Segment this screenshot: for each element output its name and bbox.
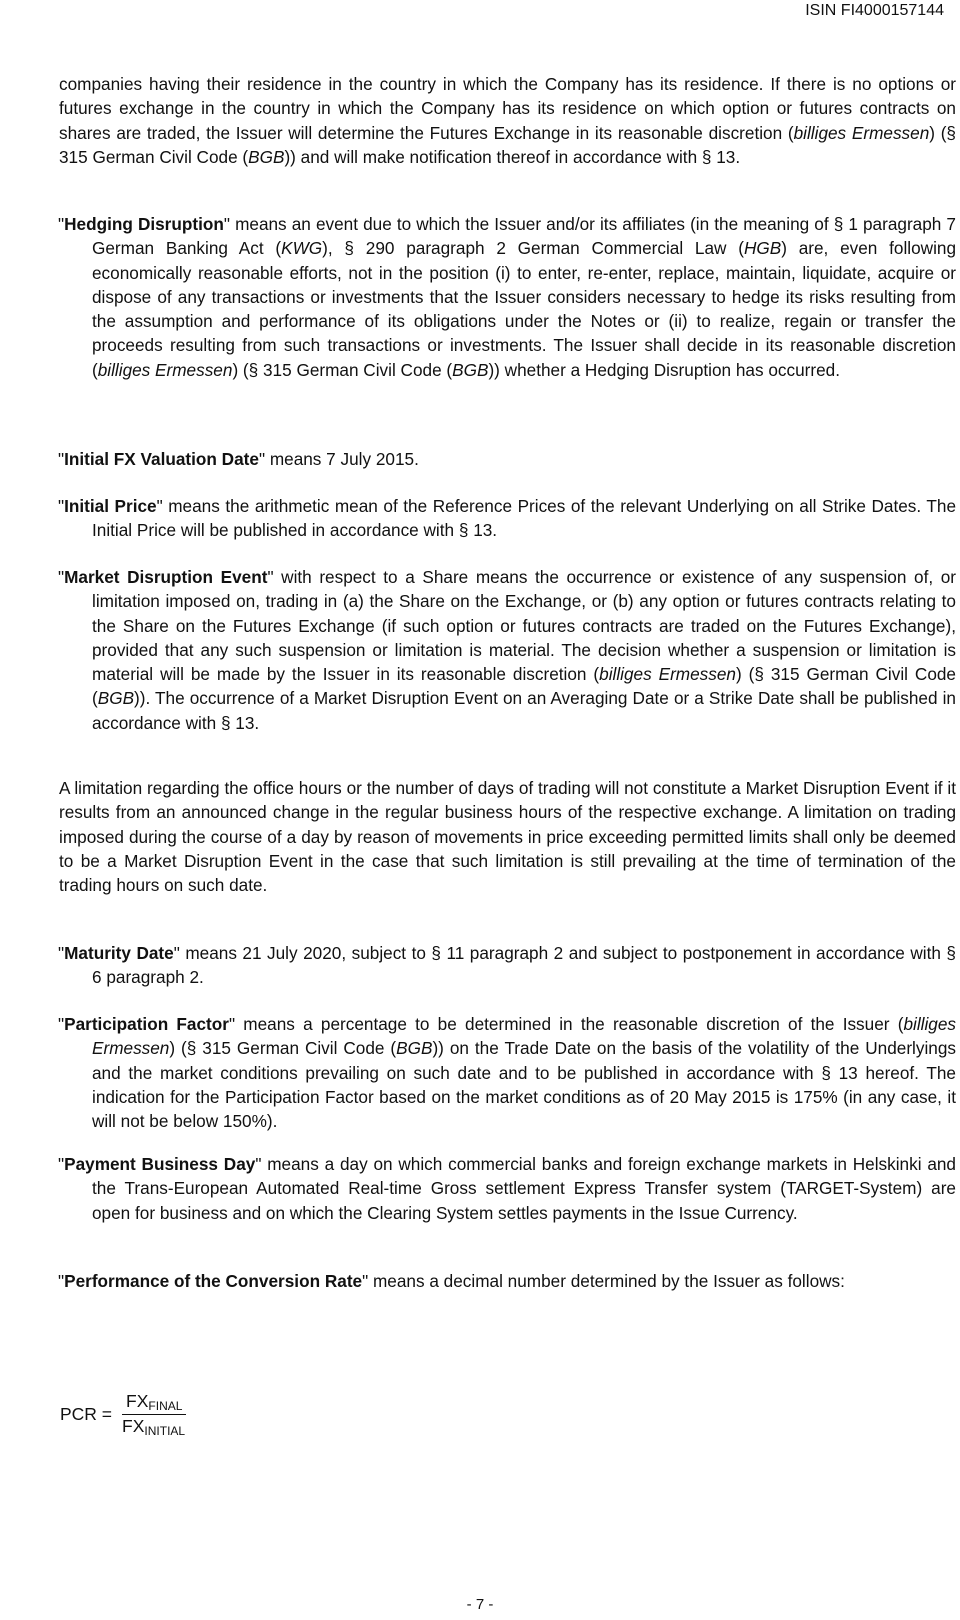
market-disruption-event-continuation: A limitation regarding the office hours or the number of days of trading will not constitute a Market Disruption Event if it results from an announced change in the regular business hours of the respective exchange. A limitation on trading imposed during the course of a day by reason of movements in price exceeding permitted limits shall only be deemed to be a Market Disruption Event in the case that such limitation is still prevailing at the time of termination of the trading hours on such date. xyxy=(59,778,956,896)
formula-denominator xyxy=(122,1415,189,1438)
formula-fraction xyxy=(122,1391,189,1438)
page-number: - 7 - xyxy=(466,1596,494,1613)
pcr-formula xyxy=(60,1384,189,1444)
formula-numerator xyxy=(122,1391,186,1415)
futures-exchange-continuation: companies having their residence in the country in which the Company has its residence. If there is no options or futures exchange in the country in which the Company has its residence on which option or futures contracts on shares are traded, the Issuer will determine the Futures Exchange in its reasonable discretion (billiges Ermessen) (§ 315 German Civil Code (BGB)) and will make notification thereof in accordance with § 13. xyxy=(59,74,956,167)
numerator-subscript: FINAL xyxy=(148,1398,183,1413)
definition-hedging-disruption: "Hedging Disruption" means an event due to which the Issuer and/or its affiliates (in the meaning of § 1 paragraph 7 German Banking Act (KWG), § 290 paragraph 2 German Commercial Law (HGB) are, even following economically reasonable efforts, not in the position (i) to enter, re-enter, replace, maintain, liquidate, acquire or dispose of any transactions or investments that the Issuer considers necessary to hedge its risks resulting from the assumption and performance of its obligations under the Notes or (ii) to realize, regain or transfer the proceeds resulting from such transactions or investments. The Issuer shall decide in its reasonable discretion (billiges Ermessen) (§ 315 German Civil Code (BGB)) whether a Hedging Disruption has occurred. xyxy=(58,214,957,380)
denominator-base: FX xyxy=(122,1415,145,1436)
definition-initial-fx-valuation-date: "Initial FX Valuation Date" means 7 July 2015. xyxy=(58,449,419,469)
definition-performance-conversion-rate: "Performance of the Conversion Rate" means a decimal number determined by the Issuer as follows: xyxy=(58,1271,845,1291)
numerator-base: FX xyxy=(126,1390,149,1411)
definition-payment-business-day: "Payment Business Day" means a day on which commercial banks and foreign exchange markets in Helskinki and the Trans-European Automated Real-time Gross settlement Express Transfer system (TARGET-System) are open for business and on which the Clearing System settles payments in the Issue Currency. xyxy=(58,1154,956,1223)
definition-participation-factor: "Participation Factor" means a percentage to be determined in the reasonable discretion of the Issuer (billiges Ermessen) (§ 315 German Civil Code (BGB)) on the Trade Date on the basis of the volatility of the Underlyings and the market conditions prevailing on such date and to be published in accordance with § 13 hereof. The indication for the Participation Factor based on the market conditions as of 20 May 2015 is 175% (in any case, it will not be below 150%). xyxy=(58,1014,957,1132)
formula-lhs: PCR = xyxy=(60,1403,113,1424)
definition-maturity-date: "Maturity Date" means 21 July 2020, subject to § 11 paragraph 2 and subject to postponement in accordance with § 6 paragraph 2. xyxy=(58,943,956,988)
definition-initial-price: "Initial Price" means the arithmetic mean of the Reference Prices of the relevant Underlying on all Strike Dates. The Initial Price will be published in accordance with § 13. xyxy=(58,496,957,541)
denominator-subscript: INITIAL xyxy=(144,1423,186,1438)
definition-market-disruption-event: "Market Disruption Event" with respect to a Share means the occurrence or existence of any suspension of, or limitation imposed on, trading in (a) the Share on the Exchange, or (b) any option or futures contracts relating to the Share on the Futures Exchange (if such option or futures contracts are traded on the Futures Exchange), provided that any such suspension or limitation is material. The decision whether a suspension or limitation is material will be made by the Issuer in its reasonable discretion (billiges Ermessen) (§ 315 German Civil Code (BGB)). The occurrence of a Market Disruption Event on an Averaging Date or a Strike Date shall be published in accordance with § 13. xyxy=(58,567,956,733)
isin-header: ISIN FI4000157144 xyxy=(805,2,944,19)
